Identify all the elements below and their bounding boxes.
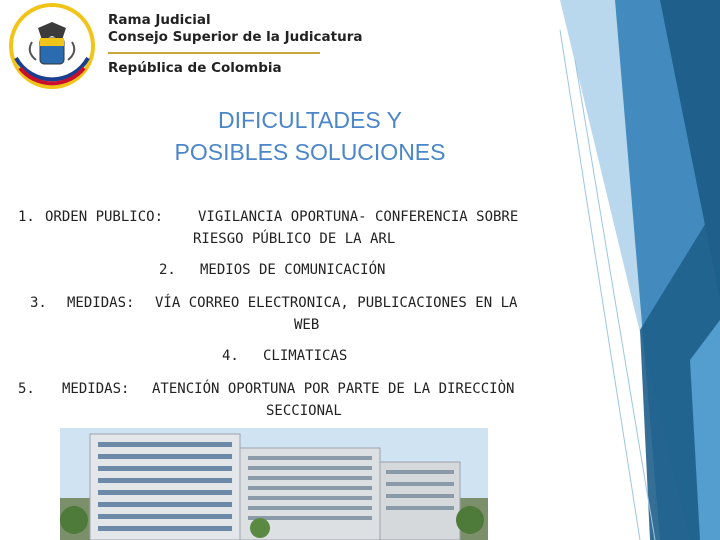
header-divider [108,52,320,54]
item-1-heading: ORDEN PUBLICO: [45,209,164,225]
building-photo [60,428,488,540]
slide-title-line1: DIFICULTADES Y [217,107,403,133]
org-name-line1: Rama Judicial [108,12,211,28]
item-2-heading: MEDIOS DE COMUNICACIÓN [200,262,386,278]
org-country: República de Colombia [108,60,282,76]
item-1-text-line2: RIESGO PÚBLICO DE LA ARL [193,231,396,247]
item-4-heading: CLIMATICAS [263,348,348,364]
item-5-number: 5. [18,381,35,397]
item-5-text-line2: SECCIONAL [266,403,342,419]
slide-title [120,104,500,168]
item-3-text-line2: WEB [294,317,320,333]
item-1-number: 1. [18,209,35,225]
item-3-heading: MEDIDAS: [67,295,135,311]
item-5-heading: MEDIDAS: [62,381,130,397]
slide-title-line2: POSIBLES SOLUCIONES [174,139,446,165]
item-4-number: 4. [222,348,239,364]
item-3-number: 3. [30,295,47,311]
item-5-text-line1: ATENCIÓN OPORTUNA POR PARTE DE LA DIRECCIÒN [152,381,515,397]
organization-header [108,12,362,77]
item-3-text-line1: VÍA CORREO ELECTRONICA, PUBLICACIONES EN LA [155,295,518,311]
item-1-text-line1: VIGILANCIA OPORTUNA- CONFERENCIA SOBRE [198,209,519,225]
org-name-line2: Consejo Superior de la Judicatura [108,29,363,45]
item-2-number: 2. [159,262,176,278]
judicial-seal-logo [6,2,98,90]
